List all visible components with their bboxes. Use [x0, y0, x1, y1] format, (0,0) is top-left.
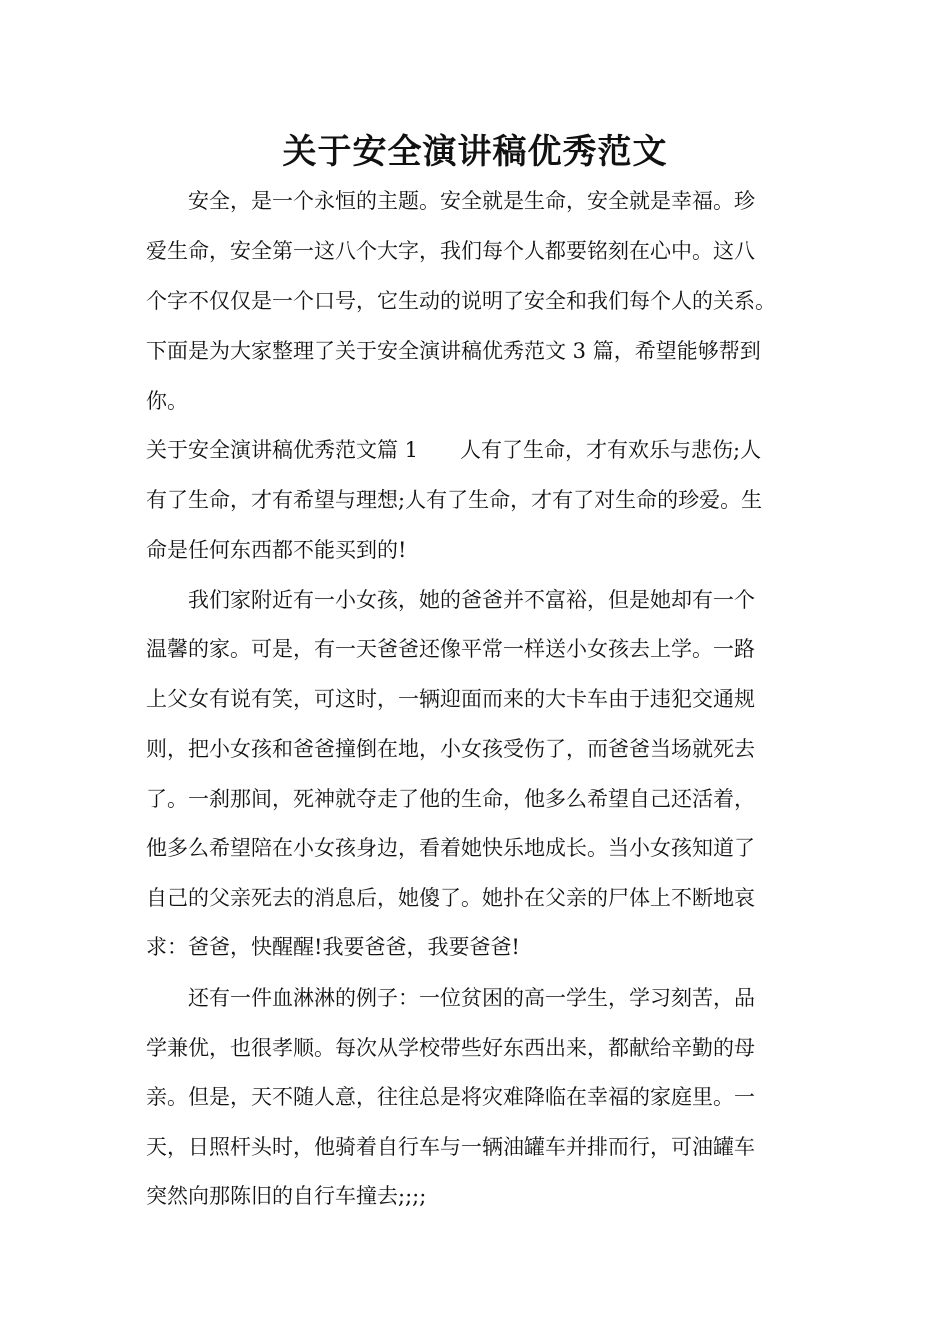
text-line: 我们家附近有一小女孩，她的爸爸并不富裕，但是她却有一个 — [146, 588, 755, 612]
text-line: 个字不仅仅是一个口号，它生动的说明了安全和我们每个人的关系。 — [146, 289, 776, 313]
text-line: 温馨的家。可是，有一天爸爸还像平常一样送小女孩去上学。一路 — [146, 637, 755, 661]
text-line: 你。 — [146, 389, 188, 413]
section-heading-line: 关于安全演讲稿优秀范文篇 1 人有了生命，才有欢乐与悲伤;人 — [146, 438, 762, 462]
text-line: 下面是为大家整理了关于安全演讲稿优秀范文 3 篇，希望能够帮到 — [146, 339, 761, 363]
text-line: 爱生命，安全第一这八个大字，我们每个人都要铭刻在心中。这八 — [146, 239, 755, 263]
text-line: 安全，是一个永恒的主题。安全就是生命，安全就是幸福。珍 — [146, 189, 755, 213]
text-line: 还有一件血淋淋的例子：一位贫困的高一学生，学习刻苦，品 — [146, 986, 755, 1010]
page-title: 关于安全演讲稿优秀范文 — [282, 132, 668, 172]
text-line: 突然向那陈旧的自行车撞去;;;; — [146, 1184, 427, 1208]
text-line: 则，把小女孩和爸爸撞倒在地，小女孩受伤了，而爸爸当场就死去 — [146, 737, 755, 761]
text-line: 上父女有说有笑，可这时，一辆迎面而来的大卡车由于违犯交通规 — [146, 687, 755, 711]
text-line: 求：爸爸，快醒醒!我要爸爸，我要爸爸! — [146, 935, 520, 959]
text-line: 他多么希望陪在小女孩身边，看着她快乐地成长。当小女孩知道了 — [146, 836, 755, 860]
text-line: 自己的父亲死去的消息后，她傻了。她扑在父亲的尸体上不断地哀 — [146, 886, 755, 910]
text-line: 学兼优，也很孝顺。每次从学校带些好东西出来，都献给辛勤的母 — [146, 1036, 755, 1060]
text-line: 命是任何东西都不能买到的! — [146, 538, 407, 562]
text-line: 了。一刹那间，死神就夺走了他的生命，他多么希望自己还活着， — [146, 787, 755, 811]
text-line: 有了生命，才有希望与理想;人有了生命，才有了对生命的珍爱。生 — [146, 488, 763, 512]
text-line: 天，日照杆头时，他骑着自行车与一辆油罐车并排而行，可油罐车 — [146, 1135, 755, 1159]
text-line: 亲。但是，天不随人意，往往总是将灾难降临在幸福的家庭里。一 — [146, 1085, 755, 1109]
